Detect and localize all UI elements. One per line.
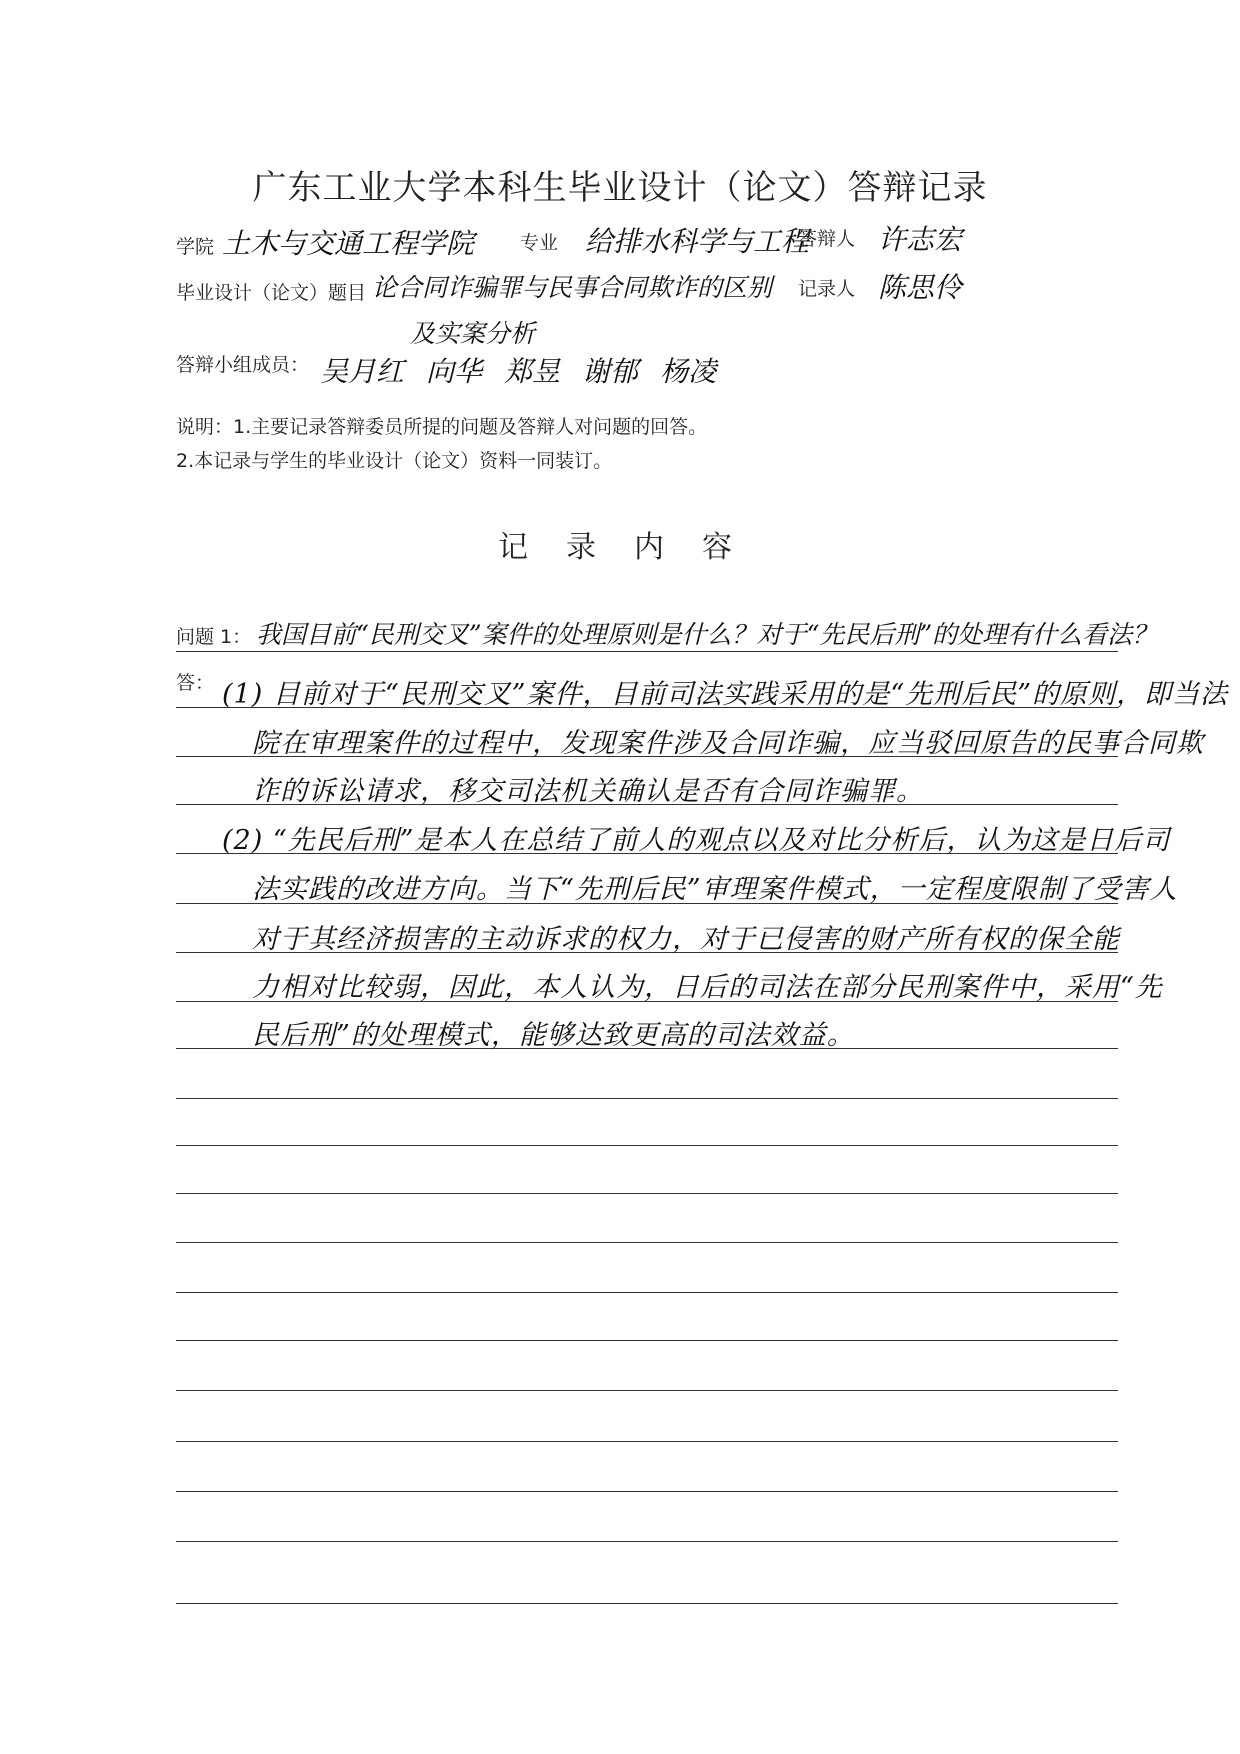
respondent-label: 答辩人 xyxy=(798,228,856,250)
topic-value-line1: 论合同诈骗罪与民事合同欺诈的区别 xyxy=(372,273,773,302)
recorder-label: 记录人 xyxy=(798,278,856,300)
panel-member: 杨凌 xyxy=(660,355,717,388)
note-line-1: 说明：1.主要记录答辩委员所提的问题及答辩人对问题的回答。 xyxy=(176,416,708,438)
ruled-line xyxy=(176,1098,1118,1099)
answer-line: 民后刑”的处理模式，能够达致更高的司法效益。 xyxy=(252,1020,855,1051)
document-title: 广东工业大学本科生毕业设计（论文）答辩记录 xyxy=(252,168,988,208)
section-title: 记录内容 xyxy=(498,530,770,565)
answer-line: 院在审理案件的过程中，发现案件涉及合同诈骗，应当驳回原告的民事合同欺 xyxy=(252,728,1204,759)
ruled-line xyxy=(176,1242,1118,1243)
ruled-line xyxy=(176,1340,1118,1341)
panel-member: 郑昱 xyxy=(504,355,561,388)
ruled-line xyxy=(176,1193,1118,1194)
question-text: 我国目前“民刑交叉”案件的处理原则是什么？对于“先民后刑”的处理有什么看法？ xyxy=(256,620,1158,649)
respondent-value: 许志宏 xyxy=(878,223,963,256)
panel-members xyxy=(320,350,716,390)
recorder-value: 陈思伶 xyxy=(878,271,963,304)
ruled-line xyxy=(176,1603,1118,1604)
major-value: 给排水科学与工程 xyxy=(585,225,810,258)
ruled-line xyxy=(176,1390,1118,1391)
college-value: 土木与交通工程学院 xyxy=(222,227,475,260)
panel-member: 谢郁 xyxy=(582,355,639,388)
panel-member: 向华 xyxy=(426,355,483,388)
answer-line: 力相对比较弱，因此，本人认为，日后的司法在部分民刑案件中，采用“先 xyxy=(252,972,1163,1003)
answer-line: 法实践的改进方向。当下“先刑后民”审理案件模式，一定程度限制了受害人 xyxy=(252,874,1178,905)
answer-line: (2) “先民后刑”是本人在总结了前人的观点以及对比分析后，认为这是日后司 xyxy=(222,825,1171,856)
note-line-2: 2.本记录与学生的毕业设计（论文）资料一同装订。 xyxy=(176,450,613,472)
ruled-line xyxy=(176,1491,1118,1492)
answer-line: 诈的诉讼请求，移交司法机关确认是否有合同诈骗罪。 xyxy=(252,776,924,807)
panel-member: 吴月红 xyxy=(320,355,405,388)
answer-line: 对于其经济损害的主动诉求的权力，对于已侵害的财产所有权的保全能 xyxy=(252,924,1120,955)
answer-line: (1) 目前对于“民刑交叉”案件，目前司法实践采用的是“先刑后民”的原则，即当法 xyxy=(222,679,1229,710)
ruled-line xyxy=(176,1541,1118,1542)
topic-label: 毕业设计（论文）题目 xyxy=(176,282,367,304)
question-label: 问题 1： xyxy=(176,626,252,648)
ruled-line xyxy=(176,651,1118,652)
panel-label: 答辩小组成员： xyxy=(176,354,310,376)
major-label: 专业 xyxy=(520,232,559,254)
ruled-line xyxy=(176,1292,1118,1293)
topic-value-line2: 及实案分析 xyxy=(410,319,536,348)
ruled-line xyxy=(176,1441,1118,1442)
answer-label: 答： xyxy=(176,672,215,694)
ruled-line xyxy=(176,1145,1118,1146)
college-label: 学院 xyxy=(176,236,215,258)
